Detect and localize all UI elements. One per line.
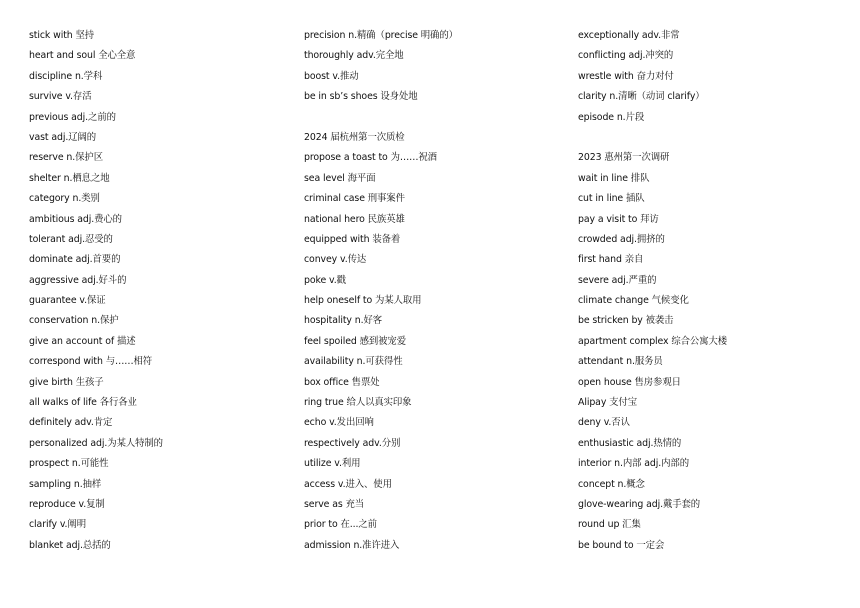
vocab-entry: survive v.存活: [29, 91, 92, 103]
vocab-entry: enthusiastic adj.热情的: [578, 437, 682, 449]
vocab-entry: be in sb’s shoes 设身处地: [304, 91, 418, 103]
vocab-entry: clarity n.清晰（动词 clarify）: [578, 91, 705, 103]
vocab-column-1: [29, 26, 289, 556]
vocab-entry: concept n.概念: [578, 478, 645, 490]
vocab-entry: convey v.传达: [304, 254, 367, 266]
vocab-entry: attendant n.服务员: [578, 356, 663, 368]
vocab-entry: help oneself to 为某人取用: [304, 295, 422, 307]
vocab-entry: cut in line 插队: [578, 193, 645, 205]
vocab-entry: Alipay 支付宝: [578, 397, 637, 409]
vocab-entry: first hand 亲自: [578, 254, 644, 266]
vocab-entry: stick with 坚持: [29, 30, 95, 41]
vocab-entry: pay a visit to 拜访: [578, 213, 659, 225]
vocab-entry: thoroughly adv.完全地: [304, 50, 404, 62]
vocab-entry: exceptionally adv.非常: [578, 30, 680, 41]
vocab-entry: definitely adv.肯定: [29, 417, 113, 429]
vocab-entry: discipline n.学科: [29, 70, 103, 82]
vocab-entry: criminal case 刑事案件: [304, 193, 405, 205]
vocab-entry: 2024 届杭州第一次质检: [304, 131, 405, 143]
vocab-entry: availability n.可获得性: [304, 356, 403, 368]
vocab-entry: climate change 气候变化: [578, 295, 689, 307]
vocab-entry: all walks of life 各行各业: [29, 397, 137, 409]
vocab-entry: sampling n.抽样: [29, 478, 102, 490]
vocab-entry: box office 售票处: [304, 376, 380, 388]
vocab-entry: crowded adj.拥挤的: [578, 233, 665, 245]
vocab-entry: aggressive adj.好斗的: [29, 274, 127, 286]
vocab-entry: open house 售房参观日: [578, 376, 681, 388]
vocab-entry: previous adj.之前的: [29, 111, 116, 123]
vocab-entry: precision n.精确（precise 明确的）: [304, 30, 458, 41]
vocab-entry: boost v.推动: [304, 70, 359, 82]
vocab-entry: blanket adj.总括的: [29, 539, 111, 551]
vocab-entry: tolerant adj.忍受的: [29, 233, 113, 245]
vocab-entry: dominate adj.首要的: [29, 254, 121, 266]
vocab-entry: [304, 108, 566, 128]
vocab-entry: interior n.内部 adj.内部的: [578, 458, 689, 470]
vocab-entry: serve as 充当: [304, 498, 365, 510]
vocab-entry: give birth 生孩子: [29, 376, 104, 388]
vocab-column-2: [304, 26, 566, 556]
vocab-entry: shelter n.栖息之地: [29, 172, 110, 184]
vocab-entry: national hero 民族英雄: [304, 213, 405, 225]
vocab-entry: hospitality n.好客: [304, 315, 383, 327]
vocab-entry: prospect n.可能性: [29, 458, 109, 470]
vocab-entry: clarify v.阐明: [29, 519, 86, 531]
vocab-entry: utilize v.利用: [304, 458, 361, 470]
vocab-entry: admission n.准许进入: [304, 539, 400, 551]
vocab-entry: 2023 惠州第一次调研: [578, 152, 670, 164]
vocab-entry: wait in line 排队: [578, 172, 650, 184]
vocab-entry: ring true 给人以真实印象: [304, 397, 412, 409]
vocab-entry: feel spoiled 感到被宠爱: [304, 335, 406, 347]
vocab-entry: poke v.戳: [304, 274, 346, 286]
vocab-entry: category n.类别: [29, 193, 100, 205]
vocab-entry: respectively adv.分别: [304, 437, 401, 449]
vocab-entry: deny v.否认: [578, 417, 630, 429]
vocab-entry: correspond with 与……相符: [29, 356, 153, 368]
vocab-entry: round up 汇集: [578, 519, 641, 531]
vocab-entry: be stricken by 被袭击: [578, 315, 674, 327]
vocab-entry: access v.进入、使用: [304, 478, 392, 490]
vocab-entry: personalized adj.为某人特制的: [29, 437, 163, 449]
vocab-entry: severe adj.严重的: [578, 274, 657, 286]
vocab-column-3: [578, 26, 848, 556]
vocab-entry: episode n.片段: [578, 111, 645, 123]
vocab-entry: prior to 在...之前: [304, 519, 377, 531]
vocab-entry: vast adj.辽阔的: [29, 131, 97, 143]
vocab-entry: conflicting adj.冲突的: [578, 50, 674, 62]
vocab-entry: equipped with 装备着: [304, 233, 401, 245]
vocab-entry: sea level 海平面: [304, 172, 376, 184]
vocab-entry: guarantee v.保证: [29, 295, 106, 307]
vocab-entry: reproduce v.复制: [29, 498, 105, 510]
vocab-entry: echo v.发出回响: [304, 417, 374, 429]
vocab-entry: wrestle with 奋力对付: [578, 70, 674, 82]
vocab-entry: glove-wearing adj.戴手套的: [578, 498, 701, 510]
vocab-entry: [578, 128, 848, 148]
vocab-entry: apartment complex 综合公寓大楼: [578, 335, 728, 347]
vocab-entry: reserve n.保护区: [29, 152, 103, 164]
vocab-entry: ambitious adj.费心的: [29, 213, 122, 225]
vocab-entry: propose a toast to 为……祝酒: [304, 152, 437, 164]
vocab-entry: be bound to 一定会: [578, 539, 665, 551]
vocab-entry: give an account of 描述: [29, 335, 136, 347]
vocab-entry: heart and soul 全心全意: [29, 50, 136, 62]
vocab-entry: conservation n.保护: [29, 315, 119, 327]
